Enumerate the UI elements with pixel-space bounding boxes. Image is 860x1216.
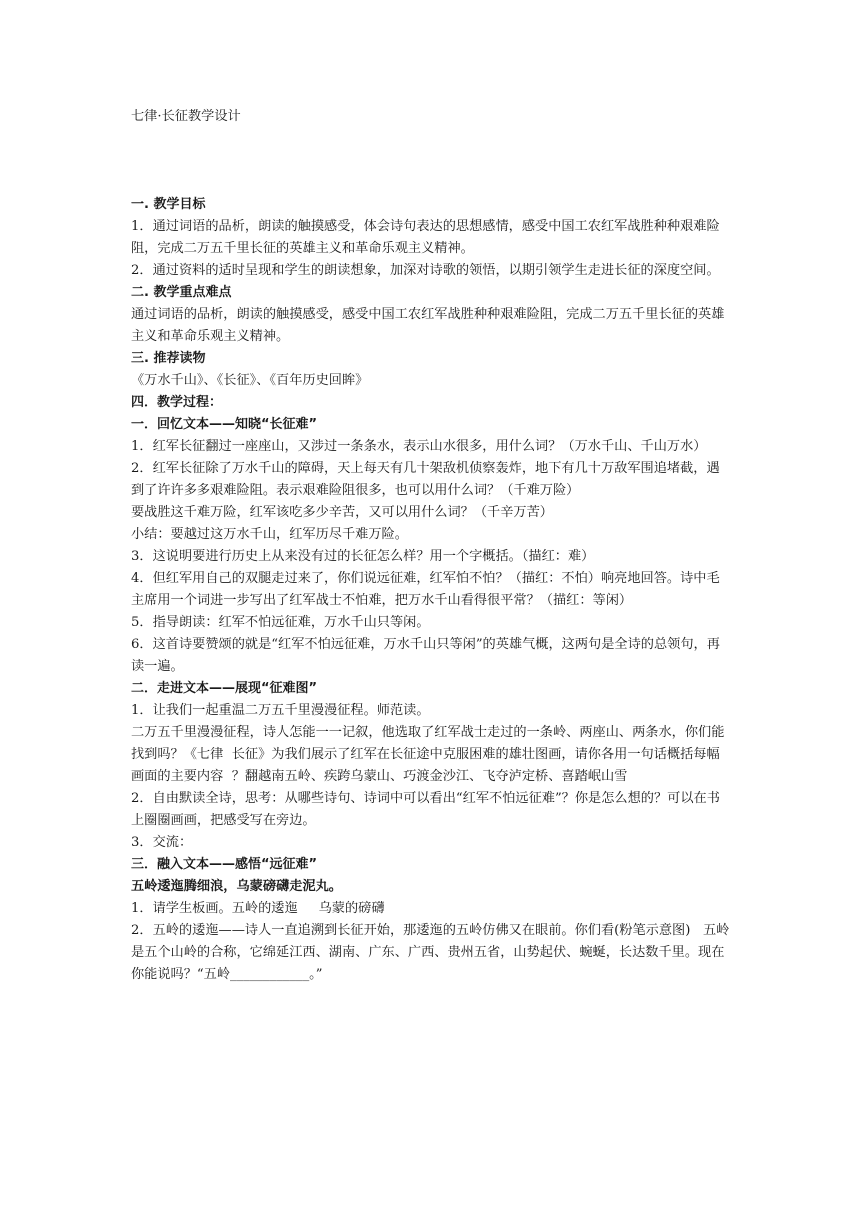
part2-heading: 二．走进文本——展现“征难图” xyxy=(131,681,318,696)
section-heading-key-points: 二. 教学重点难点 xyxy=(131,285,232,300)
part3-heading: 三．融入文本——感悟“远征难” xyxy=(131,857,318,872)
part3-item-2: 2．五岭的逶迤——诗人一直追溯到长征开始，那逶迤的五岭仿佛又在眼前。你们看(粉笔示意图) 五岭是五个山岭的合称，它绵延江西、湖南、广东、广西、贵州五省，山势起伏、蜿蜒，长达数千里。现在你能说吗？“五岭____________。” xyxy=(131,923,730,982)
part2-item-3: 3．交流： xyxy=(131,835,193,850)
part2-item-1: 1．让我们一起重温二万五千里漫漫征程。师范读。 xyxy=(131,703,430,718)
part1-item-5: 5．指导朗读：红军不怕远征难，万水千山只等闲。 xyxy=(131,615,430,630)
section-heading-process: 四．教学过程： xyxy=(131,395,223,410)
part1-item-2b: 要战胜这千难万险，红军该吃多少辛苦，又可以用什么词？（千辛万苦） xyxy=(131,505,553,520)
part3-item-1: 1．请学生板画。五岭的逶迤 乌蒙的磅礴 xyxy=(131,901,385,916)
part1-item-6: 6．这首诗要赞颂的就是“红军不怕远征难，万水千山只等闲”的英雄气概，这两句是全诗的总领句，再读一遍。 xyxy=(131,637,720,674)
reading-list: 《万水千山》、《长征》、《百年历史回眸》 xyxy=(131,373,369,388)
part2-item-2: 2．自由默读全诗，思考：从哪些诗句、诗词中可以看出“红军不怕远征难”？你是怎么想的？可以在书上圈圈画画，把感受写在旁边。 xyxy=(131,791,720,828)
key-points-text: 通过词语的品析，朗读的触摸感受，感受中国工农红军战胜种种艰难险阻，完成二万五千里长征的英雄主义和革命乐观主义精神。 xyxy=(131,307,725,344)
part1-item-4: 4．但红军用自己的双腿走过来了，你们说远征难，红军怕不怕？（描红：不怕）响亮地回答。诗中毛主席用一个词进一步写出了红军战士不怕难，把万水千山看得很平常？（描红：等闲） xyxy=(131,571,720,608)
section-heading-reading: 三. 推荐读物 xyxy=(131,351,206,366)
part3-poem-line: 五岭逶迤腾细浪，乌蒙磅礴走泥丸。 xyxy=(131,879,342,894)
part1-summary: 小结：要越过这万水千山，红军历尽千难万险。 xyxy=(131,527,408,542)
title-spacer xyxy=(131,128,731,194)
section-heading-goals: 一. 教学目标 xyxy=(131,197,206,212)
document-body xyxy=(131,106,731,986)
part1-item-1: 1．红军长征翻过一座座山，又涉过一条条水，表示山水很多，用什么词？（万水千山、千山万水） xyxy=(131,439,707,454)
part1-heading: 一．回忆文本——知晓“长征难” xyxy=(131,417,318,432)
goal-item-2: 2．通过资料的适时呈现和学生的朗读想象，加深对诗歌的领悟，以期引领学生走进长征的深度空间。 xyxy=(131,263,720,278)
goal-item-1: 1．通过词语的品析，朗读的触摸感受，体会诗句表达的思想感情，感受中国工农红军战胜种种艰难险阻，完成二万五千里长征的英雄主义和革命乐观主义精神。 xyxy=(131,219,720,256)
part1-item-2: 2．红军长征除了万水千山的障碍，天上每天有几十架敌机侦察轰炸，地下有几十万敌军围追堵截，遇到了许许多多艰难险阻。表示艰难险阻很多，也可以用什么词？（千难万险） xyxy=(131,461,720,498)
part2-paragraph: 二万五千里漫漫征程，诗人怎能一一记叙，他选取了红军战士走过的一条岭、两座山、两条水，你们能找到吗？《七律 长征》为我们展示了红军在长征途中克服困难的雄壮图画，请你各用一句话概括每幅画面的主要内容 ？翻越南五岭、疾跨乌蒙山、巧渡金沙江、飞夺泸定桥、喜踏岷山雪 xyxy=(131,725,725,784)
document-title: 七律·长征教学设计 xyxy=(131,109,241,124)
part1-item-3: 3．这说明要进行历史上从来没有过的长征怎么样？用一个字概括。（描红：难） xyxy=(131,549,595,564)
